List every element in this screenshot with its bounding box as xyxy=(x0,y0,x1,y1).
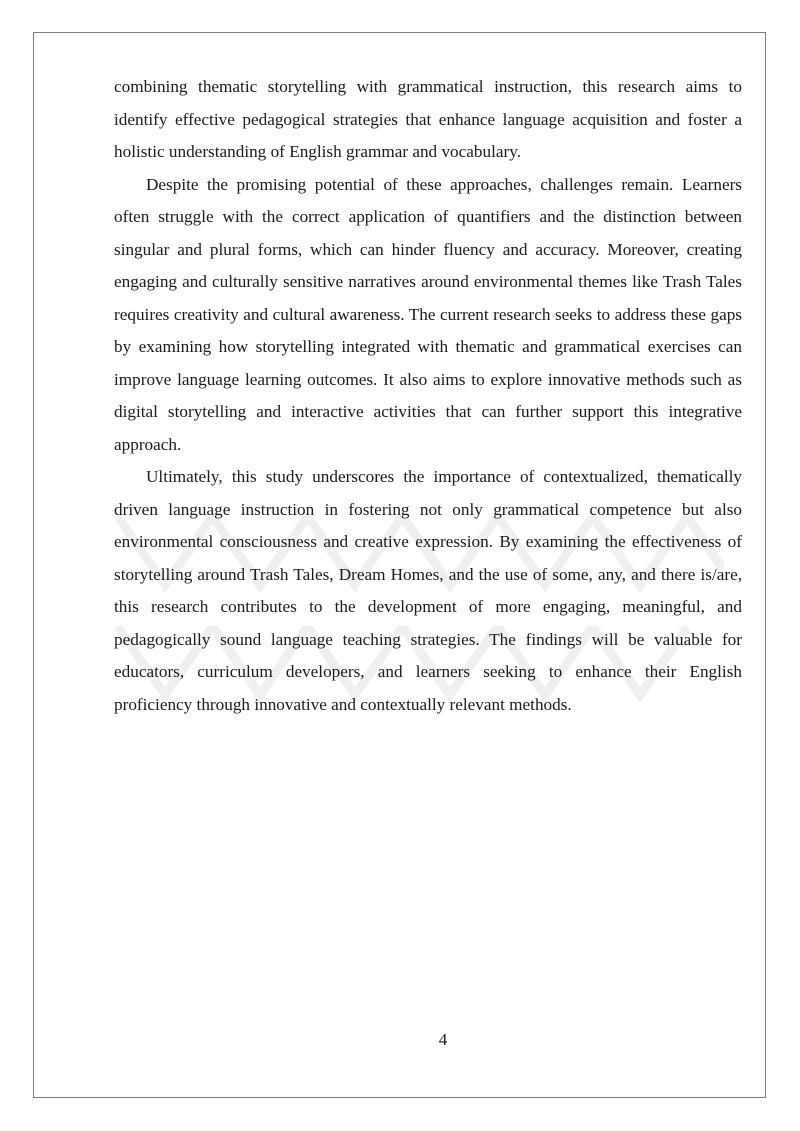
page-number: 4 xyxy=(438,1030,448,1049)
paragraph-3: Ultimately, this study underscores the importance of contextualized, thematically driven language instruction in fostering not only grammatical competence but also environmental consciousness and creative expression. By examining the effectiveness of storytelling around Trash Tales, Dream Homes, and the use of some, any, and there is/are, this research contributes to the development of more engaging, meaningful, and pedagogically sound language teaching strategies. The findings will be valuable for educators, curriculum developers, and learners seeking to enhance their English proficiency through innovative and contextually relevant methods. xyxy=(114,467,742,714)
document-body xyxy=(114,71,742,721)
paragraph-1: combining thematic storytelling with grammatical instruction, this research aims to identify effective pedagogical strategies that enhance language acquisition and foster a holistic understanding of English grammar and vocabulary. xyxy=(114,77,742,161)
paragraph-2: Despite the promising potential of these approaches, challenges remain. Learners often struggle with the correct application of quantifiers and the distinction between singular and plural forms, which can hinder fluency and accuracy. Moreover, creating engaging and culturally sensitive narratives around environmental themes like Trash Tales requires creativity and cultural awareness. The current research seeks to address these gaps by examining how storytelling integrated with thematic and grammatical exercises can improve language learning outcomes. It also aims to explore innovative methods such as digital storytelling and interactive activities that can further support this integrative approach. xyxy=(114,174,742,454)
